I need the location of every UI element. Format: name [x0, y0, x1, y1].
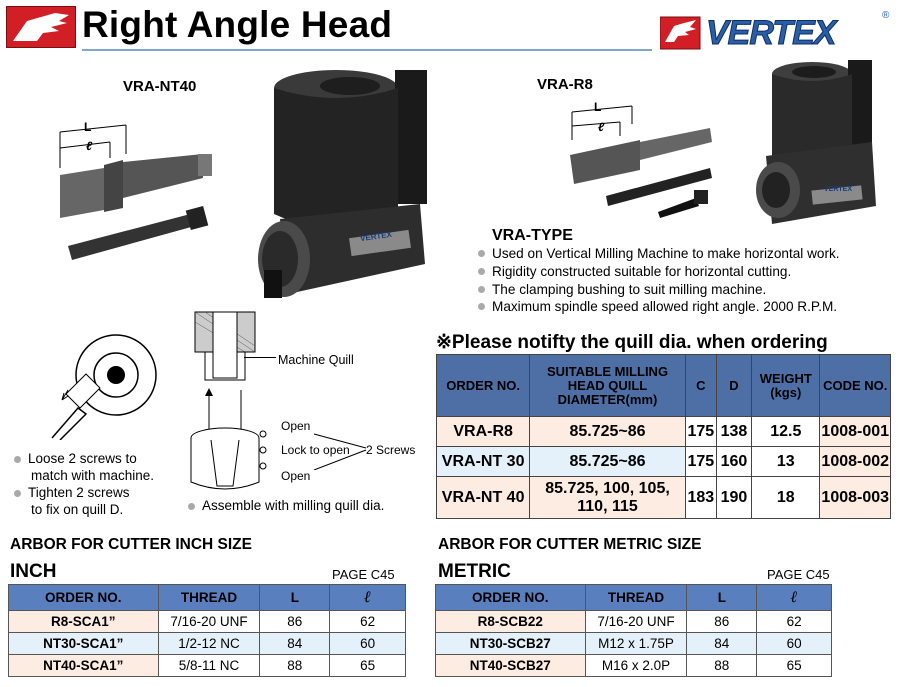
table-row: NT40-SCB27 M16 x 2.0P 88 65	[436, 655, 832, 677]
bullet-icon	[478, 250, 485, 257]
metric-table	[435, 584, 832, 677]
spec-header: ORDER NO.	[437, 355, 530, 417]
inch-header: ORDER NO.	[9, 585, 159, 611]
bullet-icon	[14, 490, 21, 497]
bullet-icon	[188, 503, 195, 510]
r8-head-photo	[752, 56, 882, 226]
nt40-head-photo	[240, 64, 435, 306]
table-row: NT40-SCA1” 5/8-11 NC 88 65	[9, 655, 406, 677]
feature-item: Used on Vertical Milling Machine to make horizontal work.	[478, 245, 898, 263]
spec-table	[436, 354, 891, 519]
note-line: Tighten 2 screws	[14, 484, 154, 501]
dim-l-right: ℓ	[598, 120, 605, 134]
metric-header: L	[687, 585, 757, 611]
inch-table	[8, 584, 406, 677]
metric-header: THREAD	[585, 585, 687, 611]
spec-header: C	[685, 355, 716, 417]
note-line: match with machine.	[31, 468, 155, 483]
head-badge-right: VERTEX	[824, 186, 853, 193]
features-heading: VRA-TYPE	[492, 227, 573, 244]
page-title: Right Angle Head	[82, 4, 393, 45]
bullet-icon	[478, 286, 485, 293]
title-divider	[82, 49, 652, 51]
open-label-bottom: Open	[281, 469, 311, 483]
metric-header: ℓ	[757, 585, 832, 611]
table-row: VRA-NT 40 85.725, 100, 105, 110, 115 183 190 18 1008-003	[437, 477, 891, 519]
vertex-logo	[660, 10, 890, 52]
bullet-icon	[478, 268, 485, 275]
metric-header: ORDER NO.	[436, 585, 586, 611]
spec-header: CODE NO.	[820, 355, 891, 417]
feature-item: Maximum spindle speed allowed right angle. 2000 R.P.M.	[478, 298, 898, 316]
note-assemble: Assemble with milling quill dia.	[188, 497, 384, 514]
screw-pointers	[312, 430, 372, 470]
registered-mark: ®	[882, 10, 890, 21]
model-label-right: VRA-R8	[537, 76, 593, 93]
spec-header: D	[716, 355, 751, 417]
r8-arbor-illustration	[560, 100, 725, 220]
metric-page-ref: PAGE C45	[767, 567, 830, 582]
inch-subtitle: INCH	[10, 561, 57, 582]
inch-header: L	[260, 585, 330, 611]
table-row: NT30-SCA1” 1/2-12 NC 84 60	[9, 633, 406, 655]
bullet-icon	[478, 303, 485, 310]
open-label-top: Open	[281, 419, 311, 433]
lock-label: Lock to open	[281, 443, 350, 457]
note-line: Loose 2 screws to	[14, 450, 154, 467]
feature-item: The clamping bushing to suit milling machine.	[478, 281, 898, 299]
features-list	[478, 245, 898, 316]
bullet-icon	[14, 456, 21, 463]
table-row: R8-SCB22 7/16-20 UNF 86 62	[436, 611, 832, 633]
head-badge-left: VERTEX	[359, 229, 393, 244]
inch-header: ℓ	[330, 585, 406, 611]
metric-section-title: ARBOR FOR CUTTER METRIC SIZE	[438, 536, 702, 553]
eagle-logo	[6, 6, 76, 48]
note-line: to fix on quill D.	[31, 502, 124, 517]
table-row: VRA-R8 85.725~86 175 138 12.5 1008-001	[437, 417, 891, 447]
two-screws-label: 2 Screws	[366, 443, 416, 457]
feature-item: Rigidity constructed suitable for horizontal cutting.	[478, 263, 898, 281]
inch-page-ref: PAGE C45	[332, 567, 395, 582]
metric-subtitle: METRIC	[438, 561, 511, 582]
screw-adjust-diagram	[38, 330, 178, 440]
spec-header: SUITABLE MILLING HEAD QUILL DIAMETER(mm)	[530, 355, 685, 417]
inch-section-title: ARBOR FOR CUTTER INCH SIZE	[10, 536, 252, 553]
brand-name: VERTEX	[706, 14, 836, 52]
dim-L-right: L	[594, 100, 602, 114]
machine-quill-label: Machine Quill	[278, 353, 354, 367]
spec-header: WEIGHT (kgs)	[752, 355, 820, 417]
model-label-left: VRA-NT40	[123, 78, 197, 95]
table-row: VRA-NT 30 85.725~86 175 160 13 1008-002	[437, 447, 891, 477]
inch-header: THREAD	[158, 585, 260, 611]
dim-l-left: ℓ	[86, 139, 93, 153]
quill-pointer	[244, 357, 276, 358]
nt40-arbor-illustration	[48, 120, 218, 270]
table-row: R8-SCA1” 7/16-20 UNF 86 62	[9, 611, 406, 633]
dim-L-left: L	[84, 120, 92, 134]
table-row: NT30-SCB27 M12 x 1.75P 84 60	[436, 633, 832, 655]
quill-assembly-diagram	[185, 310, 285, 500]
notes-left	[14, 450, 154, 518]
order-notice: ※Please notifty the quill dia. when ordering	[436, 332, 828, 353]
